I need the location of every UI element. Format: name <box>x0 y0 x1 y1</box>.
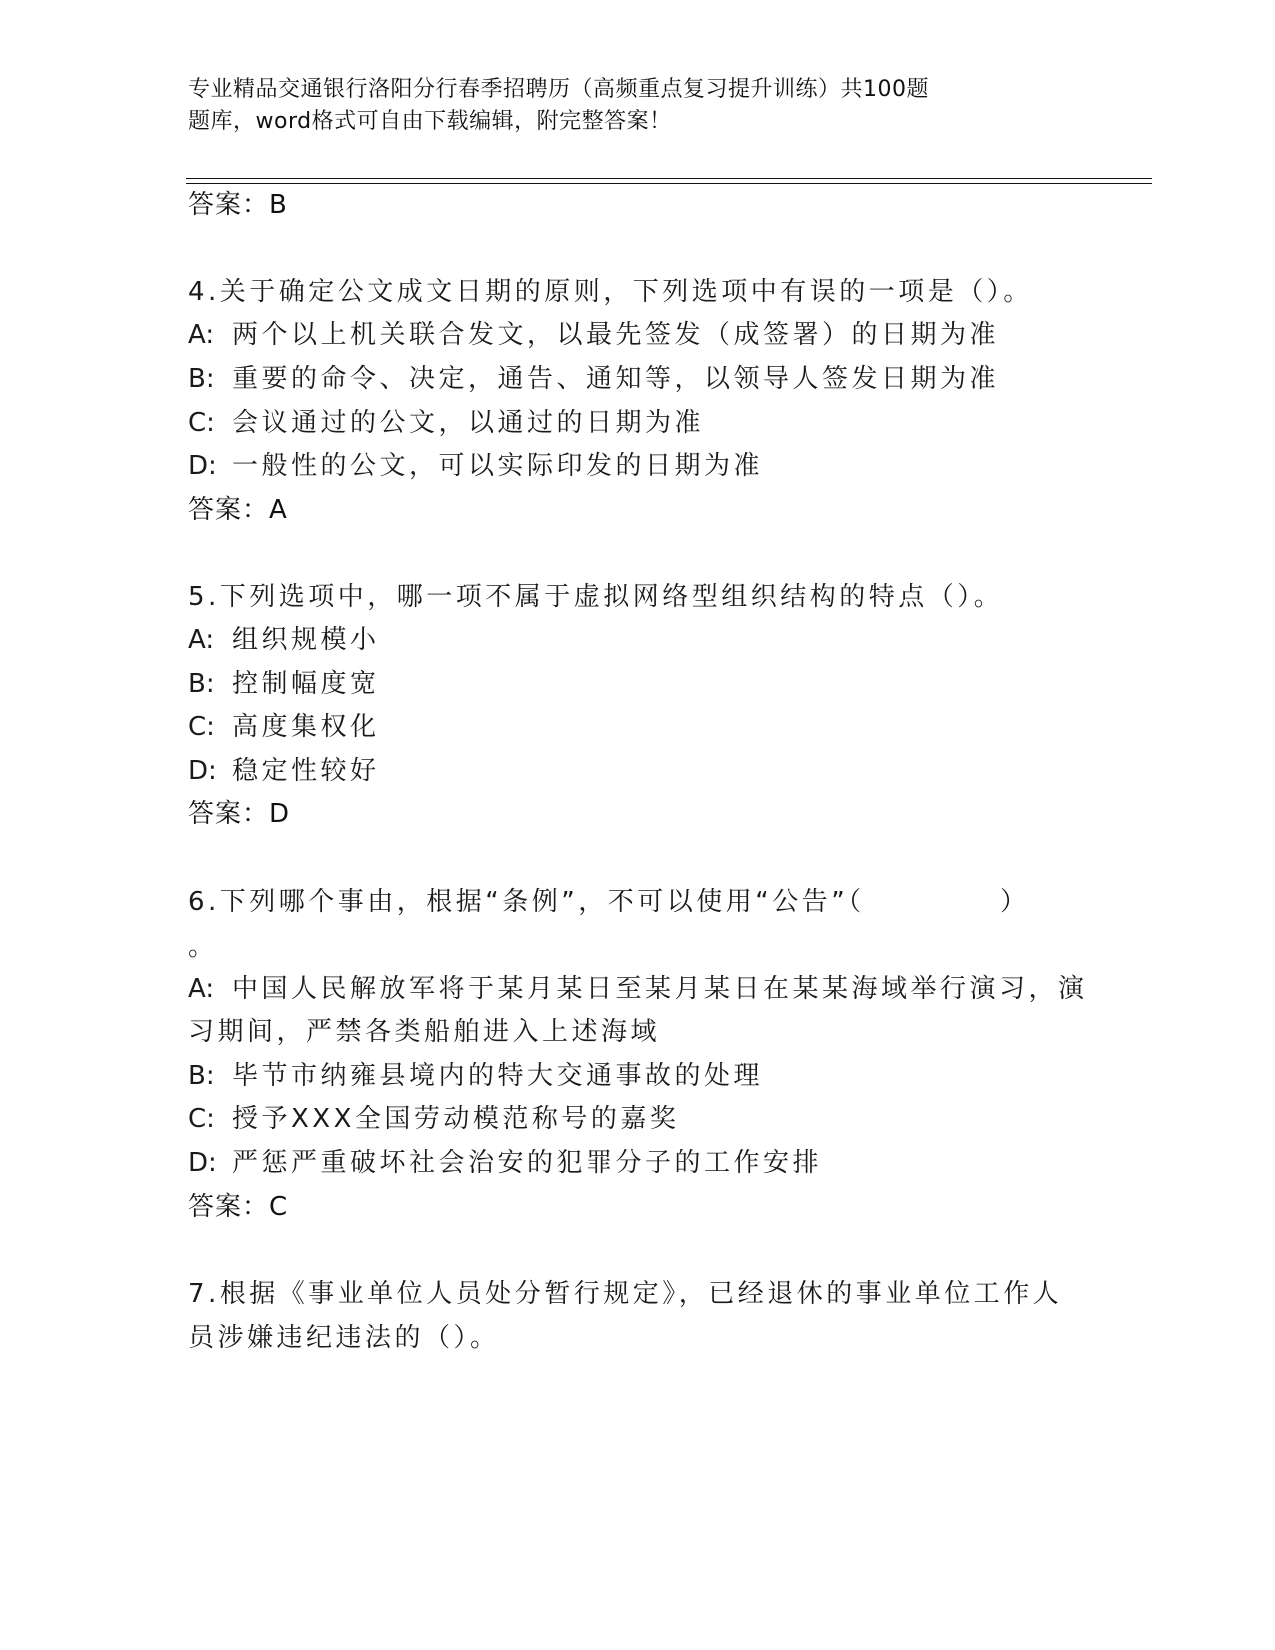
header-divider-bottom <box>186 183 1152 184</box>
question-5-option-a <box>188 623 380 657</box>
question-6-option-b <box>188 1059 763 1093</box>
document-header <box>188 74 1018 138</box>
option-letter: B: <box>188 364 215 394</box>
question-4-stem: 4.关于确定公文成文日期的原则，下列选项中有误的一项是（）。 <box>188 277 1033 307</box>
option-text: 习期间，严禁各类船舶进入上述海域 <box>188 1017 661 1047</box>
question-5-option-d <box>188 754 380 788</box>
option-text: 重要的命令、决定，通告、通知等，以领导人签发日期为准 <box>232 364 1000 394</box>
question-6-stem-period: 。 <box>188 932 218 962</box>
option-letter: C: <box>188 408 215 438</box>
question-6-option-a-continued <box>188 1015 660 1049</box>
question-6-stem: 6.下列哪个事由，根据“条例”，不可以使用“公告”（ <box>188 887 865 917</box>
header-divider-top <box>186 178 1152 179</box>
question-6-stem-close-paren: ） <box>1000 887 1030 917</box>
option-text: 高度集权化 <box>232 712 380 742</box>
option-text: 组织规模小 <box>232 625 380 655</box>
question-6-option-c <box>188 1102 679 1136</box>
option-text: 会议通过的公文，以通过的日期为准 <box>232 408 705 438</box>
option-letter: B: <box>188 1061 215 1091</box>
question-5-stem: 5.下列选项中，哪一项不属于虚拟网络型组织结构的特点（）。 <box>188 582 1004 612</box>
question-6-option-a <box>188 972 1088 1006</box>
option-letter: B: <box>188 669 215 699</box>
option-letter: A: <box>188 974 215 1004</box>
option-text: 严惩严重破坏社会治安的犯罪分子的工作安排 <box>232 1148 823 1178</box>
option-text: 控制幅度宽 <box>232 669 380 699</box>
option-text: 毕节市纳雍县境内的特大交通事故的处理 <box>232 1061 764 1091</box>
header-line-2: 题库，word格式可自由下载编辑，附完整答案！ <box>188 109 672 134</box>
question-5-answer: 答案：D <box>188 799 291 829</box>
question-4-option-a <box>188 318 999 352</box>
option-text: 两个以上机关联合发文，以最先签发（成签署）的日期为准 <box>232 320 1000 350</box>
question-4-answer: 答案：A <box>188 495 288 525</box>
answer-previous: 答案：B <box>188 190 288 220</box>
option-text: 稳定性较好 <box>232 756 380 786</box>
question-4-option-c <box>188 406 704 440</box>
option-letter: D: <box>188 756 217 786</box>
option-letter: A: <box>188 320 215 350</box>
question-7-stem-line-1: 7.根据《事业单位人员处分暂行规定》，已经退休的事业单位工作人 <box>188 1279 1063 1309</box>
question-6-answer: 答案：C <box>188 1192 289 1222</box>
option-letter: D: <box>188 1148 217 1178</box>
header-line-1: 专业精品交通银行洛阳分行春季招聘历（高频重点复习提升训练）共100题 <box>188 77 929 102</box>
question-5-option-c <box>188 710 380 744</box>
option-letter: C: <box>188 1104 215 1134</box>
question-4-option-d <box>188 449 763 483</box>
question-6-option-d <box>188 1146 822 1180</box>
question-4-option-b <box>188 362 999 396</box>
option-letter: D: <box>188 451 217 481</box>
option-text: 一般性的公文，可以实际印发的日期为准 <box>232 451 764 481</box>
question-7-stem-line-2: 员涉嫌违纪违法的（）。 <box>188 1323 500 1353</box>
option-letter: A: <box>188 625 215 655</box>
option-text: 授予XXX全国劳动模范称号的嘉奖 <box>232 1104 680 1134</box>
option-text: 中国人民解放军将于某月某日至某月某日在某某海域举行演习，演 <box>232 974 1088 1004</box>
question-5-option-b <box>188 667 380 701</box>
option-letter: C: <box>188 712 215 742</box>
